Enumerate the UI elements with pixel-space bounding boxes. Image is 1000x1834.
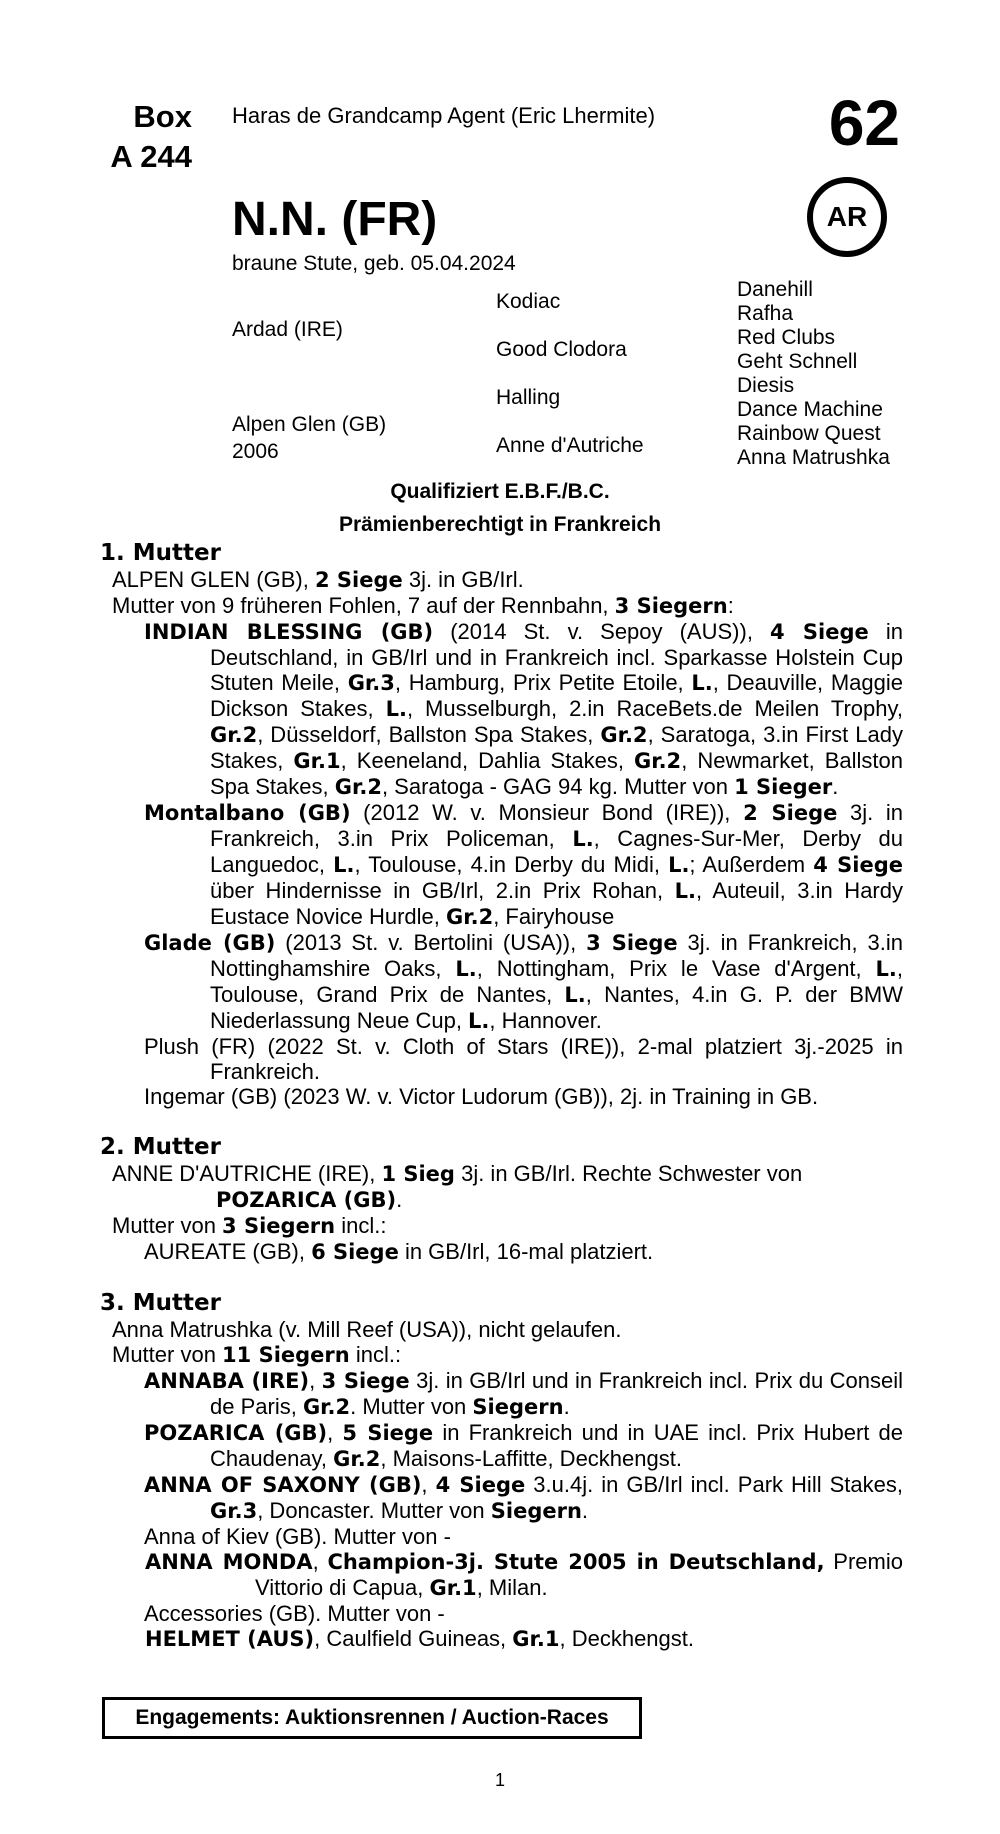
- text-run: , Nottingham, Prix le Vase d'Argent,: [476, 956, 876, 981]
- text-run: L.: [564, 983, 586, 1007]
- text-run: Gr.2: [302, 1395, 351, 1419]
- progeny-aureate: [100, 1239, 903, 1265]
- text-run: L.: [455, 957, 477, 981]
- text-run: L.: [875, 957, 897, 981]
- text-run: :: [727, 593, 734, 618]
- text-run: (2013 St. v. Bertolini (USA)),: [275, 930, 587, 955]
- pedigree-gen3-list: [737, 278, 890, 470]
- text-run: 3 Siege: [321, 1369, 410, 1393]
- progeny-anna-monda: [100, 1549, 903, 1601]
- text-run: , Düsseldorf, Ballston Spa Stakes,: [257, 722, 601, 747]
- mutter2-sister: [100, 1187, 903, 1213]
- text-run: L.: [691, 671, 713, 695]
- text-run: .: [581, 1498, 589, 1523]
- progeny-annaba: [100, 1368, 903, 1420]
- text-run: Gr.1: [512, 1627, 560, 1651]
- horse-description: braune Stute, geb. 05.04.2024: [232, 252, 516, 275]
- pedigree-gen3: Red Clubs: [737, 326, 836, 349]
- text-run: , Toulouse, Grand Prix de Nantes,: [210, 956, 903, 1007]
- text-run: INDIAN BLESSING (GB): [144, 620, 434, 644]
- text-run: ALPEN GLEN (GB),: [112, 567, 315, 592]
- pedigree-gen2: Halling: [496, 386, 561, 409]
- mutter1-produce: [100, 593, 903, 619]
- text-run: 3 Siege: [586, 931, 678, 955]
- pedigree-gen3: Geht Schnell: [737, 350, 858, 373]
- pedigree-sire: Ardad (IRE): [232, 318, 343, 341]
- text-run: in Deutschland, in GB/Irl und in Frankreich incl. Sparkasse Holstein Cup Stuten Meile,: [210, 619, 903, 695]
- text-run: ,: [312, 1549, 328, 1574]
- progeny-accessories: Accessories (GB). Mutter von -: [144, 1601, 445, 1626]
- text-run: , Saratoga, 3.in First Lady Stakes,: [210, 722, 904, 773]
- text-run: HELMET (AUS): [145, 1627, 315, 1651]
- section-heading-mutter2: 2. Mutter: [100, 1134, 221, 1160]
- mutter2-intro: [100, 1161, 903, 1187]
- text-run: (2014 St. v. Sepoy (AUS)),: [433, 619, 771, 644]
- text-run: , Keeneland, Dahlia Stakes,: [340, 748, 634, 773]
- text-run: ANNABA (IRE): [144, 1369, 310, 1393]
- text-run: Mutter von: [112, 1342, 223, 1367]
- text-run: in GB/Irl, 16-mal platziert.: [398, 1239, 654, 1264]
- progeny-pozarica: [100, 1420, 903, 1472]
- text-run: 2 Siege: [314, 568, 403, 592]
- text-run: 5 Siege: [342, 1421, 434, 1445]
- progeny-helmet: [100, 1626, 903, 1652]
- text-run: 3j. in Frankreich, 3.in Nottinghamshire Oaks,: [210, 930, 903, 981]
- text-run: L.: [333, 853, 355, 877]
- progeny-anna-of-saxony: [100, 1472, 903, 1524]
- progeny-plush: Plush (FR) (2022 St. v. Cloth of Stars (IRE)), 2-mal platziert 3j.-2025 in Frankreich.: [144, 1034, 903, 1084]
- text-run: Montalbano (GB): [144, 801, 351, 825]
- text-run: Gr.3: [210, 1499, 258, 1523]
- mutter2-produce: [100, 1213, 903, 1239]
- text-run: , Deckhengst.: [559, 1626, 694, 1651]
- page-number: 1: [494, 1770, 505, 1790]
- text-run: , Milan.: [476, 1575, 548, 1600]
- progeny-indian-blessing: [100, 619, 903, 800]
- mutter3-intro: Anna Matrushka (v. Mill Reef (USA)), nicht gelaufen.: [112, 1317, 622, 1342]
- text-run: Siegern: [472, 1395, 564, 1419]
- text-run: ; Außerdem: [689, 852, 814, 877]
- text-run: ANNA OF SAXONY (GB): [144, 1473, 422, 1497]
- text-run: incl.:: [349, 1342, 402, 1367]
- text-run: . Mutter von: [350, 1394, 473, 1419]
- text-run: , Maisons-Laffitte, Deckhengst.: [380, 1446, 682, 1471]
- text-run: ,: [309, 1368, 322, 1393]
- progeny-anna-of-kiev: Anna of Kiev (GB). Mutter von -: [144, 1524, 451, 1549]
- text-run: 3j. in GB/Irl.: [402, 567, 524, 592]
- text-run: , Deauville, Maggie Dickson Stakes,: [210, 670, 903, 721]
- pedigree-gen2: Anne d'Autriche: [496, 434, 644, 457]
- dam-line: [100, 540, 903, 1652]
- text-run: L.: [572, 827, 594, 851]
- text-run: , Musselburgh, 2.in RaceBets.de Meilen Trophy,: [406, 696, 903, 721]
- pedigree-gen3: Dance Machine: [737, 398, 883, 421]
- text-run: Gr.3: [347, 671, 395, 695]
- pedigree-gen3: Rainbow Quest: [737, 422, 881, 445]
- pedigree-gen2: Good Clodora: [496, 338, 627, 361]
- text-run: , Hamburg, Prix Petite Etoile,: [394, 670, 692, 695]
- text-run: Gr.1: [429, 1576, 477, 1600]
- text-run: 3j. in Frankreich, 3.in Prix Policeman,: [210, 800, 903, 851]
- text-run: L.: [668, 853, 690, 877]
- text-run: L.: [674, 879, 696, 903]
- pedigree-dam-year: 2006: [232, 440, 279, 463]
- qualification-ebf: Qualifiziert E.B.F./B.C.: [390, 480, 610, 503]
- text-run: .: [832, 774, 839, 799]
- text-run: 3j. in GB/Irl. Rechte Schwester von: [454, 1161, 803, 1186]
- text-run: L.: [468, 1009, 490, 1033]
- text-run: , Nantes, 4.in G. P. der BMW Niederlassung Neue Cup,: [210, 982, 904, 1033]
- text-run: POZARICA (GB): [144, 1421, 328, 1445]
- text-run: .: [396, 1187, 403, 1212]
- text-run: 1 Sieger: [734, 775, 833, 799]
- text-run: (2012 W. v. Monsieur Bond (IRE)),: [350, 800, 744, 825]
- text-run: Premio Vittorio di Capua,: [255, 1549, 903, 1600]
- pedigree-gen3: Anna Matrushka: [737, 446, 890, 469]
- text-run: Gr.2: [446, 905, 494, 929]
- mutter1-intro: [100, 567, 903, 593]
- text-run: 4 Siege: [770, 620, 869, 644]
- ar-badge-icon: [807, 177, 887, 257]
- text-run: Glade (GB): [144, 931, 276, 955]
- text-run: Siegern: [490, 1499, 582, 1523]
- text-run: Gr.2: [333, 1447, 381, 1471]
- pedigree-gen2: Kodiac: [496, 290, 561, 313]
- text-run: 6 Siege: [311, 1240, 399, 1264]
- box-number: A 244: [110, 139, 192, 174]
- text-run: , Toulouse, 4.in Derby du Midi,: [354, 852, 669, 877]
- text-run: 3j. in GB/Irl und in Frankreich incl. Prix du Conseil de Paris,: [210, 1368, 904, 1419]
- text-run: 1 Sieg: [381, 1162, 455, 1186]
- text-run: , Auteuil, 3.in Hardy Eustace Novice Hurdle,: [210, 878, 903, 929]
- consignor: Haras de Grandcamp Agent (Eric Lhermite): [232, 103, 656, 128]
- text-run: 3.u.4j. in GB/Irl incl. Park Hill Stakes,: [525, 1472, 903, 1497]
- text-run: ANNE D'AUTRICHE (IRE),: [112, 1161, 382, 1186]
- text-run: 11 Siegern: [222, 1343, 350, 1367]
- section-heading-mutter1: 1. Mutter: [100, 540, 221, 566]
- text-run: POZARICA (GB): [216, 1188, 397, 1212]
- pedigree-gen3: Danehill: [737, 278, 813, 301]
- ar-badge-label: AR: [826, 201, 868, 232]
- text-run: Gr.2: [600, 723, 648, 747]
- text-run: , Newmarket, Ballston Spa Stakes,: [210, 748, 904, 799]
- text-run: Gr.1: [293, 749, 341, 773]
- engagements-box: Engagements: Auktionsrennen / Auction-Races: [102, 1697, 642, 1739]
- text-run: , Caulfield Guineas,: [314, 1626, 513, 1651]
- text-run: Mutter von: [112, 1213, 223, 1238]
- text-run: 3 Siegern: [614, 594, 728, 618]
- text-run: AUREATE (GB),: [144, 1239, 312, 1264]
- progeny-montalbano: [100, 800, 903, 930]
- text-run: , Hannover.: [489, 1008, 602, 1033]
- text-run: , Saratoga - GAG 94 kg. Mutter von: [381, 774, 735, 799]
- text-run: 4 Siege: [435, 1473, 526, 1497]
- text-run: Gr.2: [633, 749, 682, 773]
- text-run: 3 Siegern: [222, 1214, 336, 1238]
- text-run: ,: [327, 1420, 343, 1445]
- text-run: , Fairyhouse: [493, 904, 615, 929]
- pedigree-dam: Alpen Glen (GB): [232, 413, 387, 436]
- progeny-ingemar: Ingemar (GB) (2023 W. v. Victor Ludorum (GB)), 2j. in Training in GB.: [144, 1084, 819, 1109]
- text-run: ,: [421, 1472, 436, 1497]
- horse-name: N.N. (FR): [232, 193, 438, 246]
- text-run: , Doncaster. Mutter von: [257, 1498, 491, 1523]
- pedigree-gen3: Diesis: [737, 374, 795, 397]
- progeny-glade: [100, 930, 903, 1034]
- pedigree-gen3: Rafha: [737, 302, 794, 325]
- text-run: über Hindernisse in GB/Irl, 2.in Prix Rohan,: [210, 878, 675, 903]
- lot-number: 62: [828, 87, 900, 159]
- text-run: 2 Siege: [743, 801, 838, 825]
- mutter3-produce: [100, 1342, 903, 1368]
- text-run: .: [563, 1394, 570, 1419]
- text-run: Gr.2: [334, 775, 382, 799]
- text-run: , Cagnes-Sur-Mer, Derby du Languedoc,: [210, 826, 904, 877]
- text-run: 4 Siege: [813, 853, 904, 877]
- qualification-premium: Prämienberechtigt in Frankreich: [338, 513, 662, 536]
- text-run: L.: [385, 697, 407, 721]
- section-heading-mutter3: 3. Mutter: [100, 1290, 221, 1316]
- text-run: ANNA MONDA: [145, 1550, 313, 1574]
- text-run: in Frankreich und in UAE incl. Prix Hubert de Chaudenay,: [210, 1420, 903, 1471]
- text-run: Champion-3j. Stute 2005 in Deutschland,: [327, 1550, 825, 1574]
- text-run: Gr.2: [210, 723, 258, 747]
- text-run: Mutter von 9 früheren Fohlen, 7 auf der Rennbahn,: [112, 593, 615, 618]
- box-label: Box: [133, 99, 192, 134]
- text-run: incl.:: [335, 1213, 387, 1238]
